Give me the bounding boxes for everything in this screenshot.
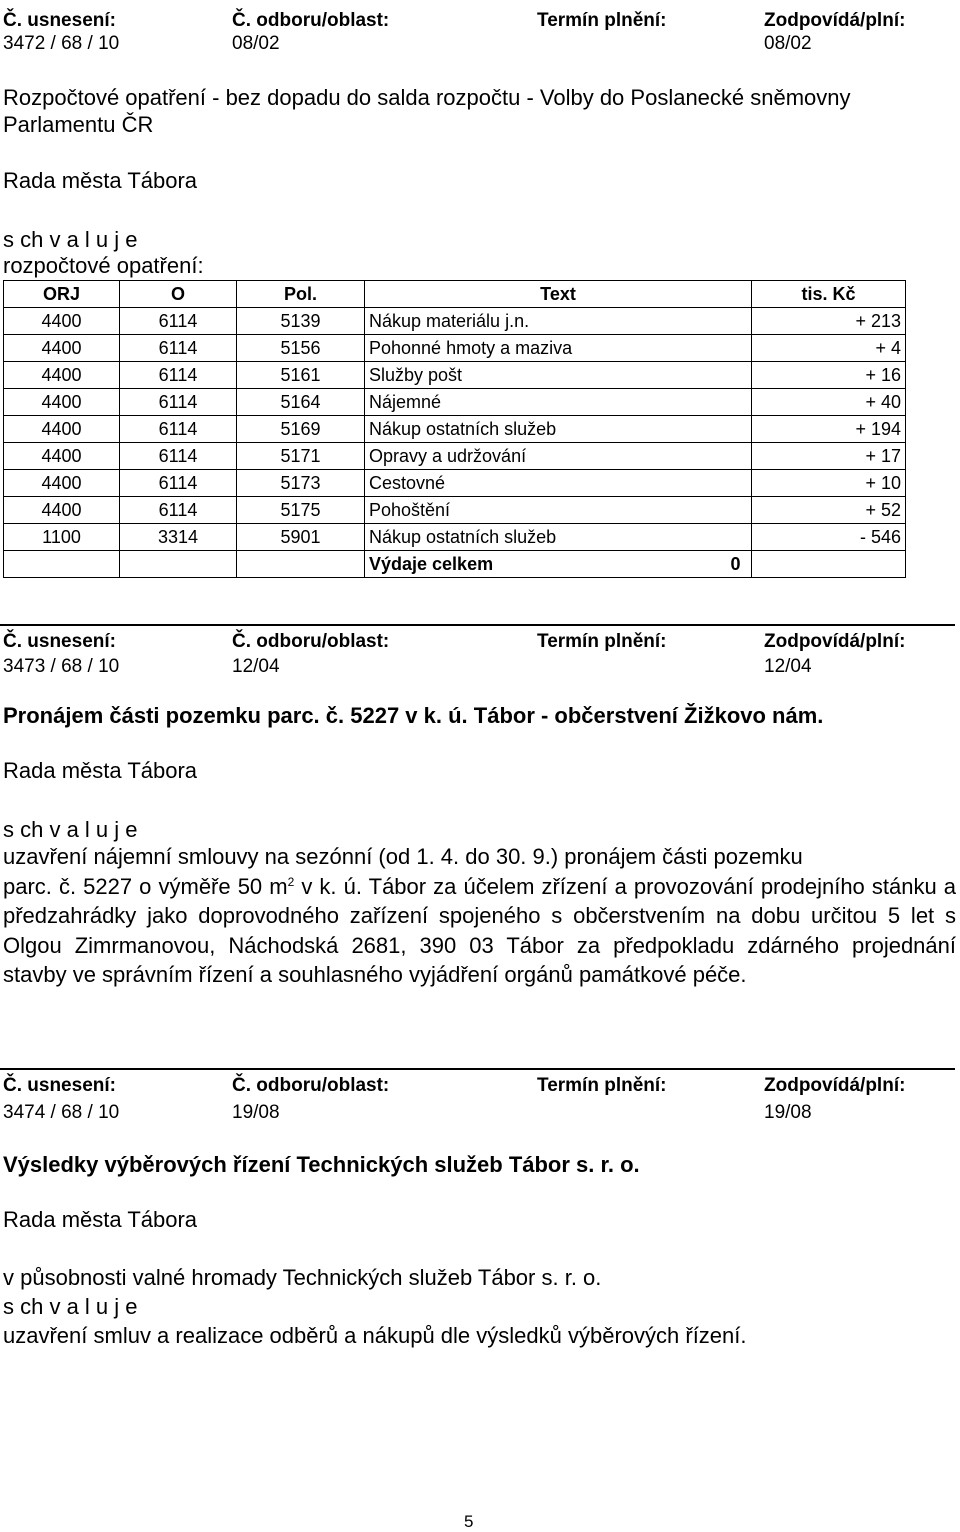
total-empty-cell [120, 551, 237, 578]
resolution-title [3, 84, 953, 138]
council-name: Rada města Tábora [3, 758, 198, 783]
header-department: Č. odboru/oblast: [232, 631, 390, 652]
cell-orj: 4400 [4, 389, 120, 416]
budget-table-body [4, 308, 906, 551]
cell-pol: 5161 [237, 362, 365, 389]
cell-orj: 4400 [4, 470, 120, 497]
resolution-header [0, 10, 960, 32]
cell-o: 6114 [120, 362, 237, 389]
cell-orj: 4400 [4, 416, 120, 443]
cell-o: 6114 [120, 335, 237, 362]
capacity-note: v působnosti valné hromady Technických služeb Tábor s. r. o. [3, 1265, 602, 1290]
total-label: Výdaje celkem [369, 553, 494, 574]
cell-pol: 5139 [237, 308, 365, 335]
budget-table [3, 280, 906, 578]
resolution-number: 3472 / 68 / 10 [3, 33, 120, 54]
cell-amount: + 17 [752, 443, 906, 470]
resolution-number: 3474 / 68 / 10 [3, 1102, 120, 1123]
col-header-orj: ORJ [4, 281, 120, 308]
cell-amount: + 10 [752, 470, 906, 497]
cell-orj: 4400 [4, 335, 120, 362]
cell-text: Opravy a udržování [365, 443, 752, 470]
budget-total-row [4, 551, 906, 578]
total-value: 0 [730, 553, 741, 574]
cell-o: 6114 [120, 443, 237, 470]
approval-verb: s ch v a l u j e [3, 227, 138, 252]
cell-text: Nájemné [365, 389, 752, 416]
cell-amount: + 40 [752, 389, 906, 416]
col-header-amount: tis. Kč [752, 281, 906, 308]
responsible-code: 08/02 [764, 33, 812, 54]
cell-text: Nákup materiálu j.n. [365, 308, 752, 335]
resolution-title-text: Rozpočtové opatření - bez dopadu do salda rozpočtu - Volby do Poslanecké sněmovny Parlamentu ČR [3, 85, 851, 137]
approval-verb: s ch v a l u j e [3, 1294, 138, 1319]
header-department: Č. odboru/oblast: [232, 10, 390, 31]
header-deadline: Termín plnění: [537, 10, 667, 31]
cell-o: 6114 [120, 416, 237, 443]
header-resolution-number: Č. usnesení: [3, 10, 116, 31]
resolution-body [3, 842, 956, 990]
total-empty-cell [237, 551, 365, 578]
cell-amount: + 194 [752, 416, 906, 443]
cell-o: 6114 [120, 389, 237, 416]
cell-text: Služby pošt [365, 362, 752, 389]
header-deadline: Termín plnění: [537, 631, 667, 652]
resolution-title: Výsledky výběrových řízení Technických služeb Tábor s. r. o. [3, 1152, 640, 1177]
total-cell [365, 551, 752, 578]
cell-pol: 5901 [237, 524, 365, 551]
cell-o: 6114 [120, 308, 237, 335]
header-deadline: Termín plnění: [537, 1075, 667, 1096]
cell-text: Nákup ostatních služeb [365, 524, 752, 551]
header-resolution-number: Č. usnesení: [3, 631, 116, 652]
cell-o: 3314 [120, 524, 237, 551]
body-line-2b: v k. ú. Tábor za účelem zřízení a provozování [294, 873, 754, 899]
cell-pol: 5173 [237, 470, 365, 497]
cell-orj: 4400 [4, 308, 120, 335]
section-divider [0, 624, 955, 626]
cell-amount: - 546 [752, 524, 906, 551]
responsible-code: 12/04 [764, 656, 812, 677]
department-code: 19/08 [232, 1102, 280, 1123]
total-empty-cell [4, 551, 120, 578]
resolution-header [0, 1075, 960, 1097]
resolution-title: Pronájem části pozemku parc. č. 5227 v k. ú. Tábor - občerstvení Žižkovo nám. [3, 703, 824, 728]
cell-text: Cestovné [365, 470, 752, 497]
resolution-values [0, 33, 960, 55]
square-superscript: 2 [287, 874, 295, 889]
budget-row [4, 389, 906, 416]
total-empty-cell [752, 551, 906, 578]
council-name: Rada města Tábora [3, 168, 198, 193]
header-resolution-number: Č. usnesení: [3, 1075, 116, 1096]
page-number: 5 [464, 1512, 474, 1531]
cell-orj: 4400 [4, 362, 120, 389]
col-header-o: O [120, 281, 237, 308]
cell-pol: 5156 [237, 335, 365, 362]
budget-table-header [4, 281, 906, 308]
budget-row [4, 308, 906, 335]
approval-subject: uzavření smluv a realizace odběrů a nákupů dle výsledků výběrových řízení. [3, 1323, 747, 1348]
budget-row [4, 470, 906, 497]
cell-text: Pohonné hmoty a maziva [365, 335, 752, 362]
cell-orj: 4400 [4, 443, 120, 470]
cell-amount: + 4 [752, 335, 906, 362]
header-department: Č. odboru/oblast: [232, 1075, 390, 1096]
cell-amount: + 16 [752, 362, 906, 389]
cell-amount: + 52 [752, 497, 906, 524]
cell-o: 6114 [120, 497, 237, 524]
cell-amount: + 213 [752, 308, 906, 335]
budget-row [4, 335, 906, 362]
cell-orj: 1100 [4, 524, 120, 551]
header-responsible: Zodpovídá/plní: [764, 10, 906, 31]
budget-row [4, 416, 906, 443]
col-header-pol: Pol. [237, 281, 365, 308]
col-header-text: Text [365, 281, 752, 308]
budget-row [4, 443, 906, 470]
cell-pol: 5169 [237, 416, 365, 443]
council-name: Rada města Tábora [3, 1207, 198, 1232]
body-line-1: uzavření nájemní smlouvy na sezónní (od 1. 4. do 30. 9.) pronájem části pozemku [3, 844, 803, 869]
approval-subject: rozpočtové opatření: [3, 253, 204, 278]
cell-text: Pohoštění [365, 497, 752, 524]
budget-row [4, 362, 906, 389]
body-rest: prodejního stánku a předzahrádky jako doprovodného zařízení spojeného s občerstvením na dobu určitou 5 let s Olgou Zimrmanovou, Náchodská 2681, 390 03 Tábor za předpokladu zdárného projednání stavby ve správním řízení a souhlasného vyjádření orgánů památkové péče. [3, 873, 956, 987]
cell-pol: 5164 [237, 389, 365, 416]
body-line-2a: parc. č. 5227 o výměře 50 m [3, 873, 288, 899]
cell-orj: 4400 [4, 497, 120, 524]
header-responsible: Zodpovídá/plní: [764, 1075, 906, 1096]
resolution-values [0, 656, 960, 678]
budget-row [4, 497, 906, 524]
resolution-values [0, 1102, 960, 1124]
resolution-header [0, 631, 960, 653]
department-code: 12/04 [232, 656, 280, 677]
header-responsible: Zodpovídá/plní: [764, 631, 906, 652]
budget-row [4, 524, 906, 551]
approval-verb: s ch v a l u j e [3, 817, 138, 842]
department-code: 08/02 [232, 33, 280, 54]
cell-text: Nákup ostatních služeb [365, 416, 752, 443]
section-divider [0, 1068, 955, 1070]
responsible-code: 19/08 [764, 1102, 812, 1123]
cell-o: 6114 [120, 470, 237, 497]
resolution-number: 3473 / 68 / 10 [3, 656, 120, 677]
cell-pol: 5175 [237, 497, 365, 524]
cell-pol: 5171 [237, 443, 365, 470]
